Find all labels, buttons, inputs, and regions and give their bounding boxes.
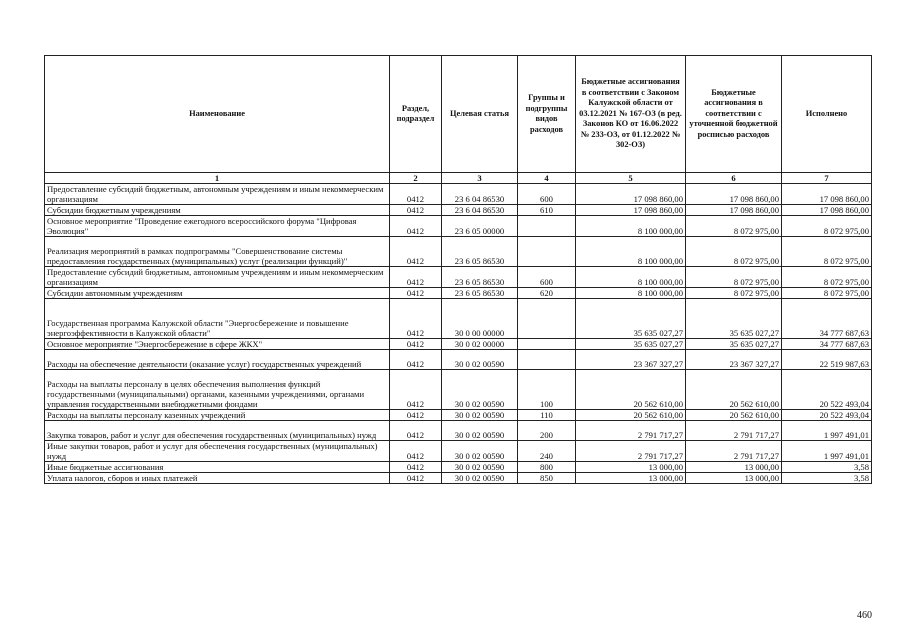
row-razdel: 0412 <box>390 237 442 267</box>
row-law: 17 098 860,00 <box>576 205 686 216</box>
colnum: 5 <box>576 173 686 184</box>
header-vid: Группы и подгруппы видов расходов <box>518 56 576 173</box>
row-plan: 8 072 975,00 <box>686 216 782 237</box>
row-statya: 30 0 02 00590 <box>442 462 518 473</box>
row-law: 35 635 027,27 <box>576 339 686 350</box>
header-law: Бюджетные ассигнования в соответствии с Законом Калужской области от 03.12.2021 № 167-ОЗ (в ред. Законов КО от 16.06.2022 № 233-ОЗ, от 01.12.2022 № 302-ОЗ) <box>576 56 686 173</box>
row-law: 8 100 000,00 <box>576 288 686 299</box>
row-name: Основное мероприятие "Энергосбережение в сфере ЖКХ" <box>45 339 390 350</box>
row-done: 8 072 975,00 <box>782 288 872 299</box>
row-plan: 20 562 610,00 <box>686 370 782 410</box>
row-plan: 35 635 027,27 <box>686 299 782 339</box>
row-name: Расходы на обеспечение деятельности (оказание услуг) государственных учреждений <box>45 350 390 370</box>
row-plan: 13 000,00 <box>686 462 782 473</box>
row-done: 22 519 987,63 <box>782 350 872 370</box>
row-done: 20 522 493,04 <box>782 370 872 410</box>
row-razdel: 0412 <box>390 184 442 205</box>
row-statya: 23 6 05 86530 <box>442 237 518 267</box>
row-law: 8 100 000,00 <box>576 216 686 237</box>
row-done: 8 072 975,00 <box>782 216 872 237</box>
row-statya: 30 0 02 00590 <box>442 410 518 421</box>
row-vid <box>518 350 576 370</box>
row-law: 20 562 610,00 <box>576 410 686 421</box>
colnum: 3 <box>442 173 518 184</box>
table-row <box>45 205 872 216</box>
row-plan: 17 098 860,00 <box>686 205 782 216</box>
row-vid: 610 <box>518 205 576 216</box>
row-razdel: 0412 <box>390 473 442 484</box>
row-law: 8 100 000,00 <box>576 237 686 267</box>
row-name: Субсидии бюджетным учреждениям <box>45 205 390 216</box>
row-name: Иные закупки товаров, работ и услуг для обеспечения государственных (муниципальных) нужд <box>45 441 390 462</box>
row-law: 13 000,00 <box>576 462 686 473</box>
row-razdel: 0412 <box>390 216 442 237</box>
page-number: 460 <box>857 610 872 621</box>
table-row <box>45 473 872 484</box>
colnum: 2 <box>390 173 442 184</box>
row-name: Субсидии автономным учреждениям <box>45 288 390 299</box>
row-name: Предоставление субсидий бюджетным, автономным учреждениям и иным некоммерческим организациям <box>45 184 390 205</box>
row-plan: 8 072 975,00 <box>686 237 782 267</box>
header-plan: Бюджетные ассигнования в соответствии с уточненной бюджетной росписью расходов <box>686 56 782 173</box>
row-done: 34 777 687,63 <box>782 299 872 339</box>
row-law: 2 791 717,27 <box>576 441 686 462</box>
row-done: 3,58 <box>782 473 872 484</box>
table-row <box>45 299 872 339</box>
row-vid: 600 <box>518 267 576 288</box>
row-law: 35 635 027,27 <box>576 299 686 339</box>
row-done: 8 072 975,00 <box>782 267 872 288</box>
table-row <box>45 237 872 267</box>
row-name: Расходы на выплаты персоналу казенных учреждений <box>45 410 390 421</box>
header-razdel: Раздел, подраздел <box>390 56 442 173</box>
row-name: Основное мероприятие "Проведение ежегодного всероссийского форума "Цифровая Эволюция" <box>45 216 390 237</box>
row-law: 8 100 000,00 <box>576 267 686 288</box>
row-razdel: 0412 <box>390 205 442 216</box>
row-done: 20 522 493,04 <box>782 410 872 421</box>
column-number-row <box>45 173 872 184</box>
row-law: 23 367 327,27 <box>576 350 686 370</box>
row-vid: 600 <box>518 184 576 205</box>
table-row <box>45 350 872 370</box>
row-statya: 23 6 05 86530 <box>442 288 518 299</box>
row-statya: 30 0 02 00590 <box>442 421 518 441</box>
row-vid <box>518 339 576 350</box>
row-plan: 20 562 610,00 <box>686 410 782 421</box>
row-done: 3,58 <box>782 462 872 473</box>
row-name: Расходы на выплаты персоналу в целях обеспечения выполнения функций государственными (муниципальными) органами, казенными учреждениями, органами управления государственными внебюджетными фондами <box>45 370 390 410</box>
row-name: Иные бюджетные ассигнования <box>45 462 390 473</box>
row-vid: 200 <box>518 421 576 441</box>
row-done: 1 997 491,01 <box>782 421 872 441</box>
row-name: Предоставление субсидий бюджетным, автономным учреждениям и иным некоммерческим организациям <box>45 267 390 288</box>
row-law: 13 000,00 <box>576 473 686 484</box>
table-row <box>45 441 872 462</box>
row-vid: 620 <box>518 288 576 299</box>
row-statya: 30 0 02 00000 <box>442 339 518 350</box>
row-statya: 23 6 05 86530 <box>442 267 518 288</box>
row-razdel: 0412 <box>390 339 442 350</box>
row-razdel: 0412 <box>390 370 442 410</box>
row-razdel: 0412 <box>390 350 442 370</box>
row-done: 8 072 975,00 <box>782 237 872 267</box>
table-row <box>45 410 872 421</box>
row-razdel: 0412 <box>390 421 442 441</box>
table-row <box>45 216 872 237</box>
row-plan: 8 072 975,00 <box>686 267 782 288</box>
row-plan: 2 791 717,27 <box>686 421 782 441</box>
row-razdel: 0412 <box>390 441 442 462</box>
row-razdel: 0412 <box>390 267 442 288</box>
budget-table <box>44 55 872 484</box>
row-razdel: 0412 <box>390 462 442 473</box>
row-plan: 17 098 860,00 <box>686 184 782 205</box>
row-vid: 850 <box>518 473 576 484</box>
row-vid: 110 <box>518 410 576 421</box>
table-header-row <box>45 56 872 173</box>
row-vid: 240 <box>518 441 576 462</box>
row-statya: 30 0 00 00000 <box>442 299 518 339</box>
row-name: Государственная программа Калужской области "Энергосбережение и повышение энергоэффективности в Калужской области" <box>45 299 390 339</box>
row-razdel: 0412 <box>390 410 442 421</box>
header-done: Исполнено <box>782 56 872 173</box>
header-statya: Целевая статья <box>442 56 518 173</box>
row-razdel: 0412 <box>390 288 442 299</box>
table-row <box>45 339 872 350</box>
row-vid: 100 <box>518 370 576 410</box>
row-vid <box>518 216 576 237</box>
table-row <box>45 184 872 205</box>
row-vid <box>518 237 576 267</box>
row-law: 17 098 860,00 <box>576 184 686 205</box>
row-statya: 30 0 02 00590 <box>442 441 518 462</box>
row-name: Реализация мероприятий в рамках подпрограммы "Совершенствование системы предоставления государственных (муниципальных) услуг (реализации функций)" <box>45 237 390 267</box>
colnum: 4 <box>518 173 576 184</box>
row-law: 20 562 610,00 <box>576 370 686 410</box>
table-row <box>45 267 872 288</box>
row-plan: 2 791 717,27 <box>686 441 782 462</box>
table-row <box>45 288 872 299</box>
row-statya: 23 6 05 00000 <box>442 216 518 237</box>
row-name: Закупка товаров, работ и услуг для обеспечения государственных (муниципальных) нужд <box>45 421 390 441</box>
row-statya: 30 0 02 00590 <box>442 370 518 410</box>
row-vid <box>518 299 576 339</box>
row-law: 2 791 717,27 <box>576 421 686 441</box>
row-plan: 23 367 327,27 <box>686 350 782 370</box>
row-vid: 800 <box>518 462 576 473</box>
row-done: 34 777 687,63 <box>782 339 872 350</box>
row-plan: 35 635 027,27 <box>686 339 782 350</box>
table-row <box>45 421 872 441</box>
header-name: Наименование <box>45 56 390 173</box>
colnum: 7 <box>782 173 872 184</box>
row-done: 1 997 491,01 <box>782 441 872 462</box>
row-razdel: 0412 <box>390 299 442 339</box>
colnum: 6 <box>686 173 782 184</box>
row-statya: 30 0 02 00590 <box>442 350 518 370</box>
row-statya: 23 6 04 86530 <box>442 205 518 216</box>
row-done: 17 098 860,00 <box>782 205 872 216</box>
row-done: 17 098 860,00 <box>782 184 872 205</box>
table-row <box>45 462 872 473</box>
table-body <box>45 184 872 484</box>
row-name: Уплата налогов, сборов и иных платежей <box>45 473 390 484</box>
row-plan: 8 072 975,00 <box>686 288 782 299</box>
row-statya: 23 6 04 86530 <box>442 184 518 205</box>
row-plan: 13 000,00 <box>686 473 782 484</box>
colnum: 1 <box>45 173 390 184</box>
table-row <box>45 370 872 410</box>
row-statya: 30 0 02 00590 <box>442 473 518 484</box>
